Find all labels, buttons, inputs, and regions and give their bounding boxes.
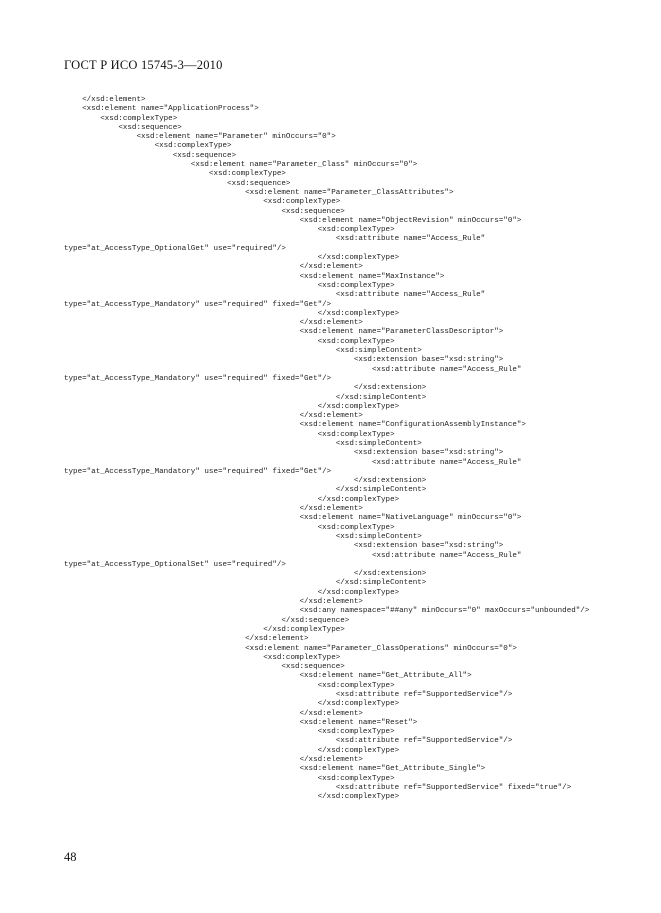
code-line: </xsd:extension>: [64, 570, 427, 579]
code-line: <xsd:element name="Parameter_ClassAttributes">: [64, 188, 454, 197]
code-line: </xsd:element>: [64, 263, 363, 272]
code-line: <xsd:complexType>: [64, 681, 395, 690]
code-line: <xsd:sequence>: [64, 179, 291, 188]
code-line: <xsd:element name="Get_Attribute_Single">: [64, 765, 486, 774]
code-line: <xsd:element name="ConfigurationAssemblyInstance">: [64, 421, 526, 430]
code-line: <xsd:attribute name="Access_Rule": [64, 458, 522, 467]
code-line: <xsd:extension base="xsd:string">: [64, 449, 504, 458]
code-line: <xsd:extension base="xsd:string">: [64, 542, 504, 551]
code-line: type="at_AccessType_Mandatory" use="required" fixed="Get"/>: [64, 467, 332, 476]
code-line: </xsd:complexType>: [64, 746, 400, 755]
code-line: </xsd:simpleContent>: [64, 579, 427, 588]
code-line: <xsd:element name="ApplicationProcess">: [64, 105, 259, 114]
code-line: </xsd:element>: [64, 598, 363, 607]
code-line: <xsd:complexType>: [64, 170, 286, 179]
code-line: <xsd:extension base="xsd:string">: [64, 356, 504, 365]
code-line: </xsd:simpleContent>: [64, 486, 427, 495]
page-number: 48: [64, 850, 77, 864]
code-line: <xsd:sequence>: [64, 207, 345, 216]
code-line: type="at_AccessType_OptionalSet" use="required"/>: [64, 560, 286, 569]
document-header: ГОСТ Р ИСО 15745-3—2010: [64, 58, 223, 72]
code-line: type="at_AccessType_Mandatory" use="required" fixed="Get"/>: [64, 300, 332, 309]
code-line: <xsd:simpleContent>: [64, 347, 422, 356]
code-line: <xsd:attribute name="Access_Rule": [64, 291, 486, 300]
code-line: <xsd:sequence>: [64, 151, 237, 160]
code-line: </xsd:complexType>: [64, 495, 400, 504]
code-line: <xsd:simpleContent>: [64, 532, 422, 541]
code-line: </xsd:simpleContent>: [64, 393, 427, 402]
code-line: </xsd:complexType>: [64, 793, 400, 802]
code-line: </xsd:complexType>: [64, 402, 400, 411]
code-line: <xsd:attribute name="Access_Rule": [64, 235, 486, 244]
code-line: <xsd:complexType>: [64, 226, 395, 235]
code-line: </xsd:extension>: [64, 477, 427, 486]
code-line: <xsd:complexType>: [64, 653, 341, 662]
code-line: <xsd:element name="Reset">: [64, 718, 418, 727]
code-line: <xsd:element name="ParameterClassDescriptor">: [64, 328, 504, 337]
code-line: </xsd:extension>: [64, 384, 427, 393]
code-line: <xsd:simpleContent>: [64, 439, 422, 448]
code-line: </xsd:sequence>: [64, 616, 350, 625]
code-line: type="at_AccessType_OptionalGet" use="required"/>: [64, 244, 286, 253]
code-line: </xsd:complexType>: [64, 309, 400, 318]
code-line: <xsd:attribute ref="SupportedService"/>: [64, 691, 513, 699]
code-line: type="at_AccessType_Mandatory" use="required" fixed="Get"/>: [64, 374, 332, 383]
code-line: <xsd:complexType>: [64, 774, 395, 783]
code-line: <xsd:attribute name="Access_Rule": [64, 551, 522, 560]
code-line: <xsd:attribute ref="SupportedService"/>: [64, 737, 513, 746]
code-line: <xsd:element name="MaxInstance">: [64, 272, 445, 281]
code-line: </xsd:complexType>: [64, 254, 400, 263]
code-line: <xsd:complexType>: [64, 142, 232, 151]
code-line: </xsd:element>: [64, 96, 146, 104]
code-line: <xsd:complexType>: [64, 198, 341, 207]
code-line: <xsd:element name="Parameter_ClassOperations" minOccurs="0">: [64, 644, 517, 653]
code-line: </xsd:complexType>: [64, 625, 345, 634]
xsd-code-listing: [64, 96, 644, 803]
code-line: <xsd:complexType>: [64, 430, 395, 439]
code-line: <xsd:element name="Parameter_Class" minOccurs="0">: [64, 161, 418, 170]
code-line: <xsd:complexType>: [64, 337, 395, 346]
code-line: </xsd:complexType>: [64, 700, 400, 709]
code-line: <xsd:sequence>: [64, 123, 182, 132]
code-line: <xsd:element name="NativeLanguage" minOccurs="0">: [64, 514, 522, 523]
code-line: <xsd:complexType>: [64, 114, 178, 123]
code-line: <xsd:complexType>: [64, 281, 395, 290]
code-line: </xsd:element>: [64, 635, 309, 644]
code-line: <xsd:any namespace="##any" minOccurs="0" maxOccurs="unbounded"/>: [64, 607, 590, 616]
code-line: <xsd:sequence>: [64, 663, 345, 672]
code-line: </xsd:element>: [64, 412, 363, 421]
code-line: <xsd:complexType>: [64, 523, 395, 532]
code-line: <xsd:attribute ref="SupportedService" fixed="true"/>: [64, 783, 572, 792]
code-line: <xsd:attribute name="Access_Rule": [64, 365, 522, 374]
code-line: </xsd:element>: [64, 756, 363, 765]
code-line: <xsd:element name="Get_Attribute_All">: [64, 672, 472, 681]
code-line: </xsd:element>: [64, 319, 363, 328]
code-line: </xsd:complexType>: [64, 588, 400, 597]
code-line: <xsd:element name="ObjectRevision" minOccurs="0">: [64, 216, 522, 225]
code-line: </xsd:element>: [64, 709, 363, 718]
code-line: </xsd:element>: [64, 505, 363, 514]
code-line: <xsd:complexType>: [64, 728, 395, 737]
code-line: <xsd:element name="Parameter" minOccurs="0">: [64, 133, 336, 142]
